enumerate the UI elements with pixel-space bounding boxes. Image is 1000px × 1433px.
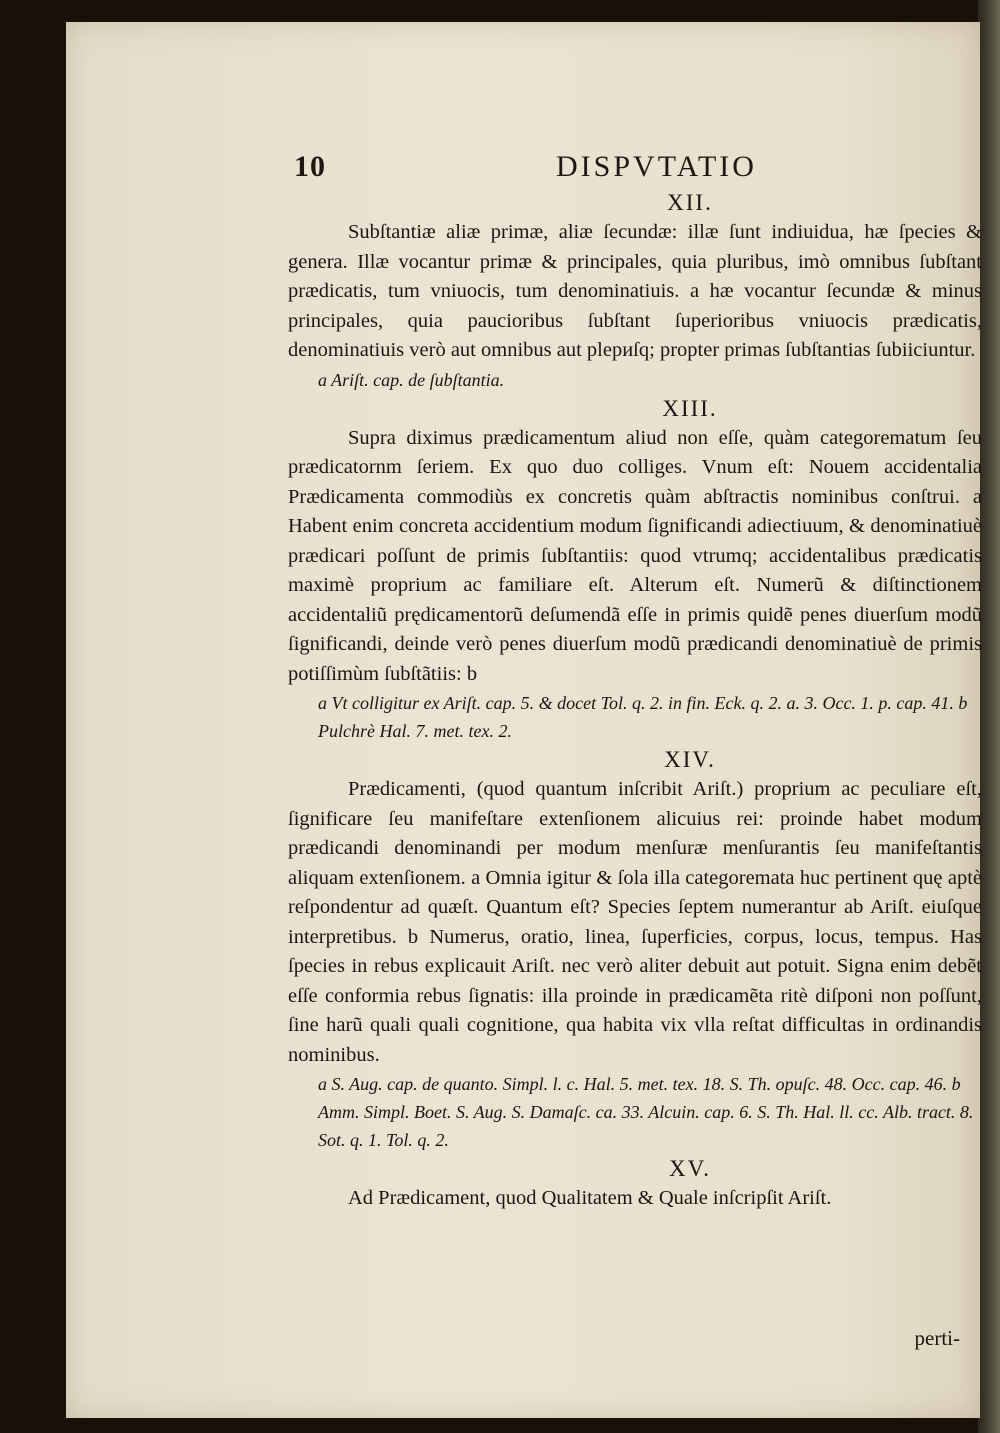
text-block	[288, 188, 982, 1214]
catchword: perti-	[914, 1326, 960, 1350]
section-notes: a Vt colligitur ex Ariſt. cap. 5. & docet Tol. q. 2. in fin. Eck. q. 2. a. 3. Occ. 1. p. cap. 41. b Pulchrè Hal. 7. met. tex. 2.	[318, 693, 968, 741]
section-body: Subſtantiæ aliæ primæ, aliæ ſecundæ: illæ ſunt indiuidua, hæ ſpecies & genera. Illæ vocantur primæ & principales, quia pluribus, imò omnibus ſubſtant prædicatis, tum vniuocis, tum denominatiuis. a hæ vocantur ſecundæ & minus principales, quia paucioribus ſubſtant ſuperioribus vniuocis prædicatis, denominatiuis verò aut omnibus aut plериſq; propter primas ſubſtantias ſubiiciuntur.	[288, 221, 982, 361]
section-body: Ad Prædicament, quod Qualitatem & Quale inſcripſit Ariſt.	[348, 1187, 832, 1209]
section-xv	[288, 1154, 982, 1214]
section-number: XIII.	[662, 395, 718, 421]
section-body: Prædicamenti, (quod quantum inſcribit Ariſt.) proprium ac peculiare eſt, ſignificare ſeu manifeſtare extenſionem alicuius rei: proinde habet modum prædicandi denominandi per modum menſuræ menſurantis ſeu manifeſtantis aliquam extenſionem. a Omnia igitur & ſola illa categoremata huc pertinent quę aptè reſpondentur ad quæſt. Quantum eſt? Species ſeptem numerantur ab Ariſt. eiuſque interpretibus. b Numerus, oratio, linea, ſuperficies, corpus, locus, tempus. Has ſpecies in rebus explicauit Ariſt. nec verò aliter debuit aut potuit. Signa enim debẽt eſſe conformia rebus ſignatis: illa proinde in prædicamẽta ritè diſponi non poſſunt, ſine harũ quali quali cognitione, qua habita vix vlla reſtat difficultas in ordinandis nominibus.	[288, 778, 982, 1066]
section-xiv	[288, 745, 982, 1154]
section-number: XV.	[668, 1156, 711, 1181]
book-page	[66, 22, 980, 1418]
section-xiii	[288, 394, 982, 746]
section-xii	[288, 188, 982, 394]
section-notes: a Ariſt. cap. de ſubſtantia.	[318, 369, 505, 390]
section-notes: a S. Aug. cap. de quanto. Simpl. l. c. Hal. 5. met. tex. 18. S. Th. opuſc. 48. Occ. cap. 46. b Amm. Simpl. Boet. S. Aug. S. Damaſc. ca. 33. Alcuin. cap. 6. S. Th. Hal. ll. cc. Alb. tract. 8. Sot. q. 1. Tol. q. 2.	[318, 1074, 974, 1150]
page-header	[66, 150, 980, 190]
section-body: Supra diximus prædicamentum aliud non eſſe, quàm categorematum ſeu prædicatornm ſeriem. Ex quo duo colliges. Vnum eſt: Nouem accidentalia Prædicamenta commodiùs ex concretis quàm abſtractis nominibus conſtrui. a Habent enim concreta accidentium modum ſignificandi adiectiuum, & denominatiuè prædicari poſſunt de primis ſubſtantiis: quod vtrumq; accidentalibus prædicatis maximè proprium ac familiare eſt. Alterum eſt. Numerũ & diſtinctionem accidentaliũ prędicamentorũ deſumendã eſſe in primis quidẽ penes diuerſum modũ ſignificandi, deinde verò penes diuerſum modũ prædicandi denominatiuè de primis potiſſimùm ſubſtãtiis: b	[288, 426, 982, 685]
section-number: XIV.	[664, 747, 716, 772]
running-title: DISPVTATIO	[556, 150, 757, 183]
page-number: 10	[294, 150, 326, 183]
section-number: XII.	[667, 190, 713, 215]
